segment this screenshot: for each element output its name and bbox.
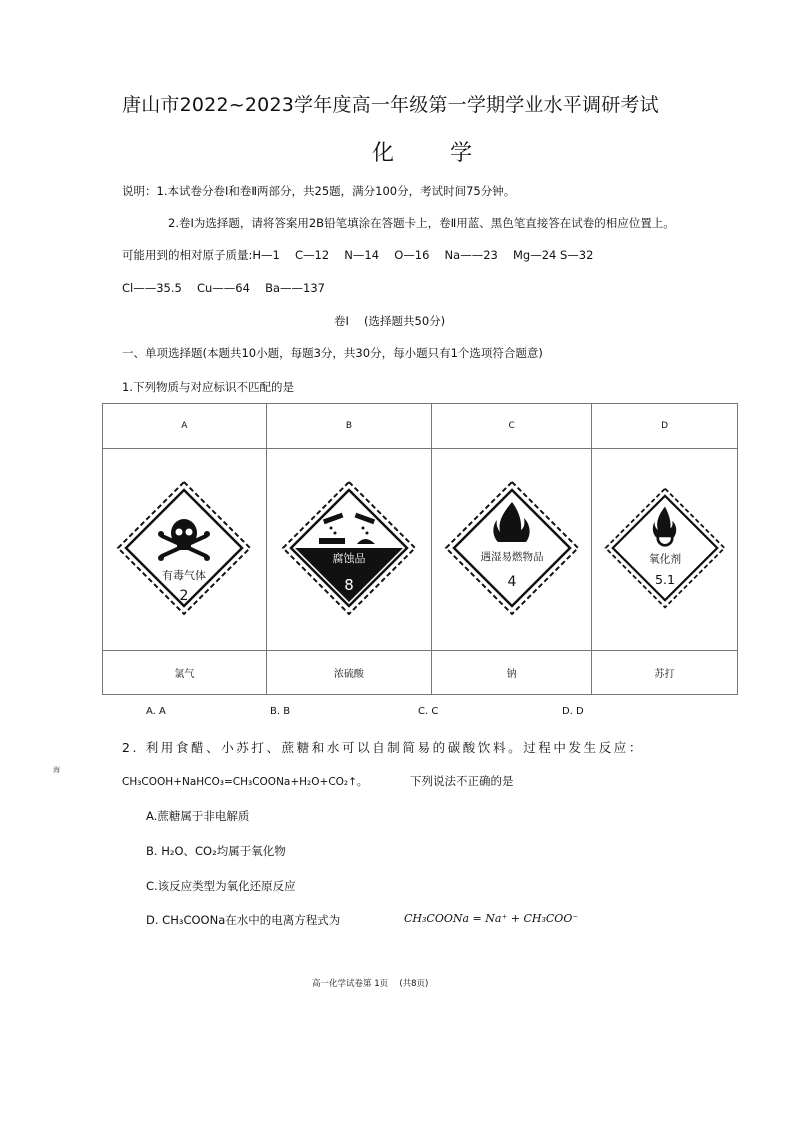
sign-b-text: 腐蚀品 (332, 551, 366, 565)
atomic-mass-line-1: 可能用到的相对原子质量:H—1 C—12 N—14 O—16 Na——23 Mg—24 S—32 (122, 248, 594, 262)
q1-table (102, 403, 738, 695)
q2-option-a[interactable]: A.蔗糖属于非电解质 (146, 809, 250, 823)
q1-substance-c: 钠 (432, 651, 592, 695)
corrosive-sign (279, 478, 419, 618)
subject-title: 化学 (372, 141, 529, 166)
q1-option-a[interactable]: A. A (146, 706, 166, 717)
instruction-line-1: 说明：1.本试卷分卷Ⅰ和卷Ⅱ两部分，共25题，满分100分，考试时间75分钟。 (122, 184, 516, 198)
sign-d-class: 5.1 (654, 571, 675, 587)
exam-title: 唐山市2022~2023学年度高一年级第一学期学业水平调研考试 (122, 94, 659, 116)
oxidizer-sign (602, 485, 728, 611)
q2-question: 下列说法不正确的是 (410, 774, 514, 788)
sign-c-text: 遇湿易燃物品 (480, 550, 544, 563)
q1-option-d[interactable]: D. D (562, 706, 584, 717)
q1-header-d: D (592, 404, 738, 449)
edge-mark: 海 (53, 766, 60, 774)
sign-d-text: 氧化剂 (648, 551, 681, 565)
section-title: 卷Ⅰ (选择题共50分) (334, 314, 446, 328)
q1-sign-row (103, 449, 738, 651)
q1-stem: 1.下列物质与对应标识不匹配的是 (122, 380, 294, 394)
q1-sign-b (266, 449, 432, 651)
sign-c-class: 4 (507, 573, 517, 590)
q2-option-c[interactable]: C.该反应类型为氧化还原反应 (146, 879, 296, 893)
q1-sign-a (103, 449, 267, 651)
sign-a-class: 2 (179, 587, 189, 604)
sign-b-class: 8 (344, 575, 354, 594)
q1-sign-d (592, 449, 738, 651)
q1-substance-row (103, 651, 738, 695)
atomic-mass-line-2: Cl——35.5 Cu——64 Ba——137 (122, 281, 325, 295)
q1-sign-c (432, 449, 592, 651)
q2-option-b[interactable]: B. H₂O、CO₂均属于氧化物 (146, 844, 286, 858)
q2-reaction: CH₃COOH+NaHCO₃=CH₃COONa+H₂O+CO₂↑。 (122, 776, 368, 788)
sign-a-text: 有毒气体 (162, 568, 207, 582)
q1-option-b[interactable]: B. B (270, 706, 291, 717)
part-title: 一、单项选择题(本题共10小题，每题3分，共30分，每小题只有1个选项符合题意) (122, 346, 543, 360)
q1-option-c[interactable]: C. C (418, 706, 439, 717)
q2-ionization-equation: CH₃COONa = Na⁺ + CH₃COO⁻ (404, 912, 579, 925)
q1-header-b: B (266, 404, 432, 449)
q1-header-c: C (432, 404, 592, 449)
q1-substance-a: 氯气 (103, 651, 267, 695)
q1-substance-d: 苏打 (592, 651, 738, 695)
q1-substance-b: 浓硫酸 (266, 651, 432, 695)
q2-stem: 2. 利用食醋、小苏打、蔗糖和水可以自制简易的碳酸饮料。过程中发生反应： (122, 740, 645, 755)
dangerous-when-wet-sign (442, 478, 582, 618)
page-footer: 高一化学试卷第 1页 (共8页) (312, 979, 429, 989)
toxic-gas-sign (114, 478, 254, 618)
q1-header-a: A (103, 404, 267, 449)
q1-header-row (103, 404, 738, 449)
q2-option-d[interactable]: D. CH₃COONa在水中的电离方程式为 (146, 913, 341, 927)
instruction-line-2: 2.卷Ⅰ为选择题，请将答案用2B铅笔填涂在答题卡上，卷Ⅱ用蓝、黑色笔直接答在试卷的相应位置上。 (168, 216, 675, 230)
